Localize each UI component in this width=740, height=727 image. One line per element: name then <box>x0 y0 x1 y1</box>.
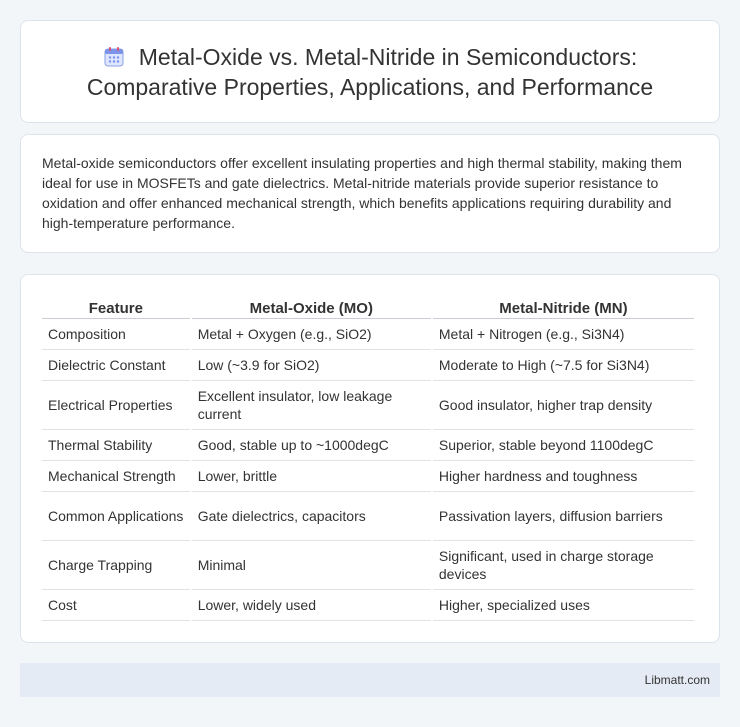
feature-cell: Composition <box>42 319 190 350</box>
intro-paragraph: Metal-oxide semiconductors offer excellent insulating properties and high thermal stability, making them ideal for use in MOSFETs and gate dielectrics. Metal-nitride materials provide superior resistance to oxidation and offer enhanced mechanical strength, which benefits applications requiring durability and high-temperature performance. <box>42 155 682 231</box>
footer-site-link[interactable]: Libmatt.com <box>644 673 710 687</box>
table-header-row <box>42 295 694 319</box>
metal-oxide-cell: Gate dielectrics, capacitors <box>192 492 431 541</box>
metal-oxide-cell: Lower, brittle <box>192 461 431 492</box>
feature-cell: Cost <box>42 590 190 621</box>
table-row <box>42 541 694 590</box>
metal-oxide-cell: Good, stable up to ~1000degC <box>192 430 431 461</box>
table-row <box>42 461 694 492</box>
feature-cell: Mechanical Strength <box>42 461 190 492</box>
table-row <box>42 350 694 381</box>
header-metal-nitride: Metal-Nitride (MN) <box>433 295 694 319</box>
comparison-table <box>40 295 696 621</box>
metal-nitride-cell: Good insulator, higher trap density <box>433 381 694 430</box>
table-row <box>42 381 694 430</box>
header-card <box>20 20 720 123</box>
feature-cell: Electrical Properties <box>42 381 190 430</box>
feature-cell: Common Applications <box>42 492 190 541</box>
metal-oxide-cell: Low (~3.9 for SiO2) <box>192 350 431 381</box>
feature-cell: Thermal Stability <box>42 430 190 461</box>
metal-nitride-cell: Moderate to High (~7.5 for Si3N4) <box>433 350 694 381</box>
calendar-icon <box>103 46 125 68</box>
metal-oxide-cell: Lower, widely used <box>192 590 431 621</box>
title-line-1: Metal-Oxide vs. Metal-Nitride in Semiconductors: <box>138 43 638 70</box>
title-line-2: Comparative Properties, Applications, and Performance <box>86 73 654 100</box>
table-row <box>42 590 694 621</box>
metal-nitride-cell: Higher hardness and toughness <box>433 461 694 492</box>
metal-nitride-cell: Higher, specialized uses <box>433 590 694 621</box>
feature-cell: Charge Trapping <box>42 541 190 590</box>
table-row <box>42 430 694 461</box>
footer <box>20 663 720 697</box>
metal-nitride-cell: Passivation layers, diffusion barriers <box>433 492 694 541</box>
table-row <box>42 492 694 541</box>
metal-nitride-cell: Superior, stable beyond 1100degC <box>433 430 694 461</box>
header-feature: Feature <box>42 295 190 319</box>
page-title <box>87 42 653 102</box>
comparison-table-card <box>20 274 720 643</box>
feature-cell: Dielectric Constant <box>42 350 190 381</box>
intro-card <box>20 134 720 253</box>
table-row <box>42 319 694 350</box>
header-metal-oxide: Metal-Oxide (MO) <box>192 295 431 319</box>
metal-oxide-cell: Metal + Oxygen (e.g., SiO2) <box>192 319 431 350</box>
metal-oxide-cell: Minimal <box>192 541 431 590</box>
metal-oxide-cell: Excellent insulator, low leakage current <box>192 381 431 430</box>
metal-nitride-cell: Metal + Nitrogen (e.g., Si3N4) <box>433 319 694 350</box>
metal-nitride-cell: Significant, used in charge storage devices <box>433 541 694 590</box>
